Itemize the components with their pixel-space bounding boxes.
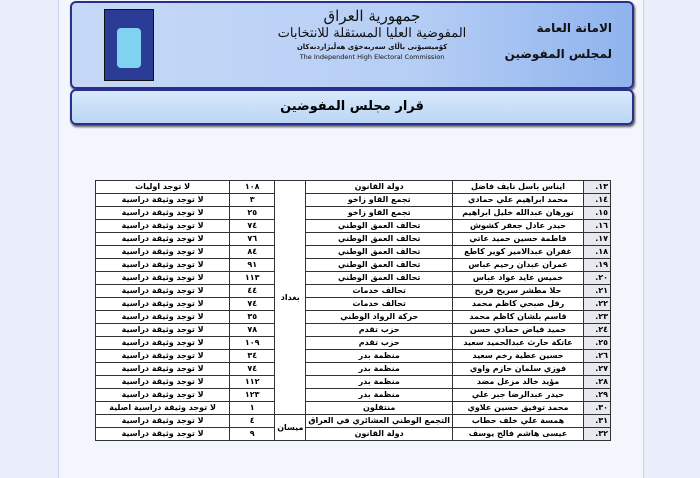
political-entity: تحالف خدمات — [306, 298, 453, 311]
candidate-number: ٩ — [230, 428, 275, 441]
political-entity: منظمة بدر — [306, 350, 453, 363]
political-entity: تحالف العمق الوطني — [306, 259, 453, 272]
political-entity: دولة القانون — [306, 428, 453, 441]
exclusion-reason: لا توجد وثيقة دراسية اصلية — [96, 402, 230, 415]
candidate-number: ٨٤ — [230, 246, 275, 259]
candidate-name: حلا مطشر سريح فريح — [453, 285, 584, 298]
political-entity: تجمع القاو زاخو — [306, 194, 453, 207]
political-entity: حزب تقدم — [306, 337, 453, 350]
row-index: ٣١. — [584, 415, 611, 428]
candidate-name: محمد ابراهيم علي حمادي — [453, 194, 584, 207]
row-index: ٢٨. — [584, 376, 611, 389]
candidate-name: حسين عطية رخم سعيد — [453, 350, 584, 363]
table-row — [96, 311, 611, 324]
candidate-name: حيدر عبدالرضا جبر علي — [453, 389, 584, 402]
candidate-name: فاطمة حسين حميد عاتي — [453, 233, 584, 246]
table-row — [96, 246, 611, 259]
candidate-name: همسة علي خلف حطاب — [453, 415, 584, 428]
exclusion-reason: لا توجد وثيقة دراسية — [96, 428, 230, 441]
table-row — [96, 233, 611, 246]
political-entity: تجمع القاو زاخو — [306, 207, 453, 220]
exclusion-reason: لا توجد وثيقة دراسية — [96, 298, 230, 311]
table-row — [96, 285, 611, 298]
table-row — [96, 220, 611, 233]
candidate-number: ٤٤ — [230, 285, 275, 298]
candidate-number: ١١٣ — [230, 272, 275, 285]
table-row — [96, 207, 611, 220]
candidate-number: ٣ — [230, 194, 275, 207]
exclusion-reason: لا توجد وثيقة دراسية — [96, 350, 230, 363]
candidate-number: ٧٤ — [230, 298, 275, 311]
candidate-name: عمران عبدان رحيم عباس — [453, 259, 584, 272]
candidate-name: غفران عبدالامير كوير كاطع — [453, 246, 584, 259]
province: ميسان — [275, 415, 306, 441]
row-index: ٢٥. — [584, 337, 611, 350]
department — [505, 15, 612, 67]
exclusion-reason: لا توجد وثيقة دراسية — [96, 220, 230, 233]
political-entity: منتقلون — [306, 402, 453, 415]
table-row — [96, 389, 611, 402]
decision-table — [95, 180, 611, 441]
dept-line-1: الامانة العامة — [536, 21, 612, 35]
province: بغداد — [275, 181, 306, 415]
row-index: ٢٣. — [584, 311, 611, 324]
candidate-number: ٧٦ — [230, 233, 275, 246]
row-index: ١٧. — [584, 233, 611, 246]
table-row — [96, 376, 611, 389]
candidate-name: نورهان عبدالله خليل ابراهيم — [453, 207, 584, 220]
row-index: ٢٤. — [584, 324, 611, 337]
table-row — [96, 428, 611, 441]
political-entity: منظمة بدر — [306, 376, 453, 389]
exclusion-reason: لا توجد وثيقة دراسية — [96, 259, 230, 272]
candidate-number: ١١٢ — [230, 376, 275, 389]
candidate-number: ٧٤ — [230, 363, 275, 376]
candidate-name: مؤيد خالد مزعل مضد — [453, 376, 584, 389]
exclusion-reason: لا توجد وثيقة دراسية — [96, 324, 230, 337]
exclusion-reason: لا توجد وثيقة دراسية — [96, 363, 230, 376]
row-index: ١٩. — [584, 259, 611, 272]
exclusion-reason: لا توجد وثيقة دراسية — [96, 246, 230, 259]
candidate-number: ٢٥ — [230, 207, 275, 220]
political-entity: تحالف العمق الوطني — [306, 220, 453, 233]
candidate-name: خميس عايد عواد عباس — [453, 272, 584, 285]
political-entity: حزب تقدم — [306, 324, 453, 337]
org-ku: كۆمیسیۆنی باڵای سەربەخۆی هەڵبژاردنەکان — [296, 43, 448, 51]
table-row — [96, 194, 611, 207]
candidate-name: ايناس باسل نايف فاضل — [453, 181, 584, 194]
exclusion-reason: لا توجد وثيقة دراسية — [96, 194, 230, 207]
table-row — [96, 259, 611, 272]
candidate-number: ١٢٣ — [230, 389, 275, 402]
table-row — [96, 181, 611, 194]
row-index: ٢٧. — [584, 363, 611, 376]
org-names — [262, 7, 482, 62]
row-index: ٢٢. — [584, 298, 611, 311]
candidate-number: ٣٥ — [230, 311, 275, 324]
exclusion-reason: لا توجد وثيقة دراسية — [96, 311, 230, 324]
candidate-number: ٩١ — [230, 259, 275, 272]
row-index: ٢١. — [584, 285, 611, 298]
org-en: The Independent High Electoral Commission — [299, 53, 445, 61]
row-index: ١٥. — [584, 207, 611, 220]
exclusion-reason: لا توجد اوليات — [96, 181, 230, 194]
political-entity: تحالف العمق الوطني — [306, 272, 453, 285]
exclusion-reason: لا توجد وثيقة دراسية — [96, 415, 230, 428]
candidate-name: حميد فياض حمادي حسن — [453, 324, 584, 337]
row-index: ١٨. — [584, 246, 611, 259]
candidate-name: عيسى هاشم فالح يوسف — [453, 428, 584, 441]
row-index: ٢٠. — [584, 272, 611, 285]
candidate-number: ١٠٨ — [230, 181, 275, 194]
ihec-logo — [104, 9, 154, 81]
table-row — [96, 363, 611, 376]
political-entity: تحالف العمق الوطني — [306, 233, 453, 246]
candidate-name: فوزي سلمان حازم واوي — [453, 363, 584, 376]
candidate-name: رفل صبحي كاظم محمد — [453, 298, 584, 311]
candidate-number: ٧٤ — [230, 220, 275, 233]
political-entity: دولة القانون — [306, 181, 453, 194]
table-row — [96, 272, 611, 285]
candidate-name: عاتكة حارث عبدالحميد سعيد — [453, 337, 584, 350]
exclusion-reason: لا توجد وثيقة دراسية — [96, 233, 230, 246]
candidate-number: ٧٨ — [230, 324, 275, 337]
row-index: ١٣. — [584, 181, 611, 194]
row-index: ٢٦. — [584, 350, 611, 363]
political-entity: تحالف العمق الوطني — [306, 246, 453, 259]
row-index: ١٦. — [584, 220, 611, 233]
exclusion-reason: لا توجد وثيقة دراسية — [96, 285, 230, 298]
table-row — [96, 298, 611, 311]
row-index: ٣٢. — [584, 428, 611, 441]
table-row — [96, 415, 611, 428]
org-ar-2: المفوضية العليا المستقلة للانتخابات — [277, 26, 467, 41]
row-index: ٢٩. — [584, 389, 611, 402]
political-entity: حركة الرواد الوطني — [306, 311, 453, 324]
political-entity: منظمة بدر — [306, 363, 453, 376]
letterhead — [70, 1, 634, 89]
table-row — [96, 337, 611, 350]
political-entity: تحالف خدمات — [306, 285, 453, 298]
table-row — [96, 402, 611, 415]
exclusion-reason: لا توجد وثيقة دراسية — [96, 207, 230, 220]
org-ar-1: جمهورية العراق — [323, 7, 421, 25]
exclusion-reason: لا توجد وثيقة دراسية — [96, 272, 230, 285]
table-row — [96, 350, 611, 363]
table-row — [96, 324, 611, 337]
candidate-number: ٣٤ — [230, 350, 275, 363]
candidate-name: حيدر عادل جعفر كشوش — [453, 220, 584, 233]
political-entity: منظمة بدر — [306, 389, 453, 402]
candidate-name: محمد توفيق حسين علاوي — [453, 402, 584, 415]
page-title: قرار مجلس المفوضين — [70, 89, 634, 125]
political-entity: التجمع الوطني العشائري في العراق — [306, 415, 453, 428]
candidate-number: ٤ — [230, 415, 275, 428]
dept-line-2: لمجلس المفوضين — [504, 47, 612, 61]
row-index: ٣٠. — [584, 402, 611, 415]
candidate-number: ١ — [230, 402, 275, 415]
row-index: ١٤. — [584, 194, 611, 207]
exclusion-reason: لا توجد وثيقة دراسية — [96, 337, 230, 350]
candidate-number: ١٠٩ — [230, 337, 275, 350]
exclusion-reason: لا توجد وثيقة دراسية — [96, 389, 230, 402]
exclusion-reason: لا توجد وثيقة دراسية — [96, 376, 230, 389]
candidate-name: قاسم بلشان كاظم محمد — [453, 311, 584, 324]
